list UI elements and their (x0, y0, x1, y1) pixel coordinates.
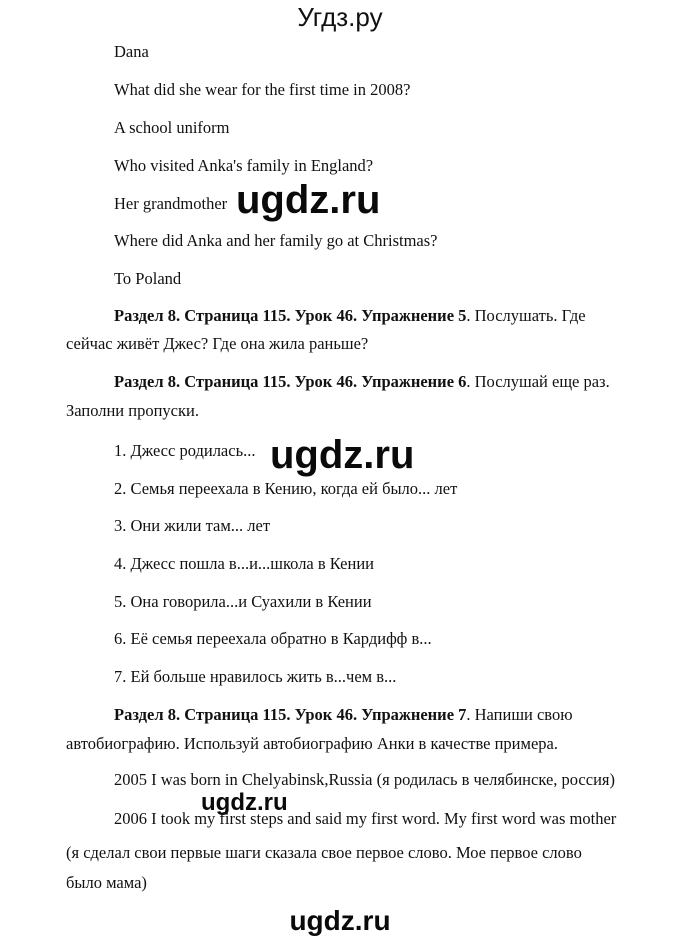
exercise6-item: 5. Она говорила...и Суахили в Кении (114, 592, 372, 611)
exercise7-line1 (114, 705, 573, 725)
exercise6-item: 2. Семья переехала в Кению, когда ей было... лет (114, 479, 458, 498)
qa-line: Dana (114, 42, 149, 61)
exercise6-item: 3. Они жили там... лет (114, 516, 271, 535)
exercise7-heading: Раздел 8. Страница 115. Урок 46. Упражнение 7 (114, 705, 467, 724)
exercise5-text: . Послушать. Где (466, 306, 586, 325)
exercise7-line: 2006 I took my first steps and said my first word. My first word was mother (114, 809, 617, 828)
qa-line: What did she wear for the first time in 2008? (114, 80, 411, 99)
exercise7-line: было мама) (66, 873, 147, 892)
watermark: ugdz.ru (201, 789, 288, 816)
qa-line: Her grandmother (114, 194, 228, 213)
exercise6-text: . Послушай еще раз. (466, 372, 610, 391)
exercise5-heading: Раздел 8. Страница 115. Урок 46. Упражнение 5 (114, 306, 467, 325)
footer-watermark: ugdz.ru (289, 905, 391, 936)
exercise7-line: (я сделал свои первые шаги сказала свое первое слово. Мое первое слово (66, 843, 582, 862)
exercise6-heading: Раздел 8. Страница 115. Урок 46. Упражнение 6 (114, 372, 467, 391)
exercise6-item: 6. Её семья переехала обратно в Кардифф в... (114, 629, 432, 648)
exercise6-item: 7. Ей больше нравилось жить в...чем в... (114, 667, 397, 686)
exercise6-line1 (114, 372, 610, 392)
site-title: Угдз.ру (297, 2, 383, 32)
watermark: ugdz.ru (236, 178, 381, 222)
qa-line: Who visited Anka's family in England? (114, 156, 374, 175)
exercise6-item: 1. Джесс родилась... (114, 441, 256, 460)
exercise5-line1 (114, 306, 586, 326)
qa-line: A school uniform (114, 118, 230, 137)
exercise5-line2: сейчас живёт Джес? Где она жила раньше? (66, 334, 369, 353)
exercise7-text: . Напиши свою (466, 705, 573, 724)
qa-line: To Poland (114, 269, 182, 288)
watermark: ugdz.ru (270, 433, 415, 477)
exercise7-line2: автобиографию. Используй автобиографию Анки в качестве примера. (66, 734, 558, 753)
qa-line: Where did Anka and her family go at Christmas? (114, 231, 438, 250)
exercise6-item: 4. Джесс пошла в...и...школа в Кении (114, 554, 374, 573)
exercise7-line: 2005 I was born in Chelyabinsk,Russia (я родилась в челябинске, россия) (114, 770, 615, 789)
exercise6-line2: Заполни пропуски. (66, 401, 199, 420)
